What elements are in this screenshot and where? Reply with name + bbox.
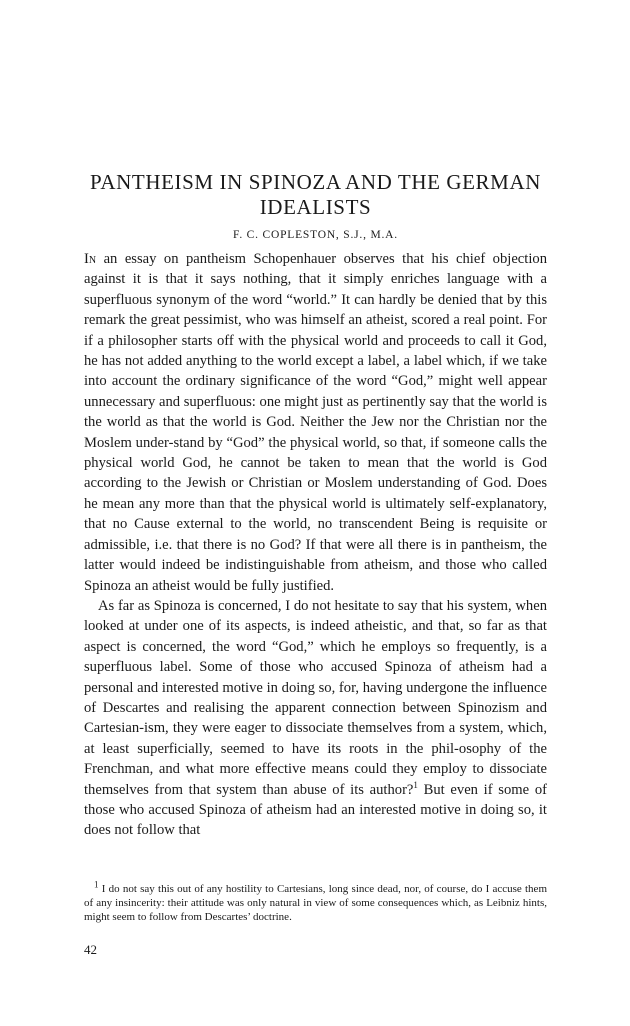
- footnote-number: 1: [94, 879, 99, 890]
- footnote-marker: 1: [413, 779, 418, 790]
- paragraph-2-text-a: As far as Spinoza is concerned, I do not hesitate to say that his system, when looked at under one of its aspects, is indeed atheistic, and that, so far as that aspect is concerned, the word “God,” which he employs so frequently, is a superfluous label. Some of those who accused Spinoza of atheism had a personal and interested motive in doing so, for, having undergone the influence of Descartes and realising the apparent connection between Spinozism and Cartesian-ism, they were eager to dissociate themselves from a system, which, at least superficially, seemed to have its roots in the phil-osophy of the Frenchman, and what more effective means could they employ to dissociate themselves from that system than abuse of its author?: [84, 597, 547, 798]
- page-number: 42: [84, 942, 97, 957]
- paragraph-1: [84, 249, 547, 596]
- footnote: [84, 879, 547, 925]
- footnote-text: I do not say this out of any hostility to Cartesians, long since dead, nor, of course, do I accuse them of any insincerity: their attitude was only natural in view of some consequences which, as Leibniz hints, might seem to follow from Descartes’ doctrine.: [84, 883, 547, 924]
- paragraph-2-text-b: But even if some of those who accused Spinoza of atheism had an interested motive in doing so, it does not follow that: [84, 781, 547, 839]
- article-author: F. C. COPLESTON, S.J., M.A.: [233, 229, 398, 241]
- article-body: [84, 249, 547, 841]
- drop-word: In: [84, 251, 97, 267]
- article-title: PANTHEISM IN SPINOZA AND THE GERMAN IDEALISTS: [90, 170, 541, 219]
- paragraph-1-text: an essay on pantheism Schopenhauer observes that his chief objection against it is that it says nothing, that it simply enriches language with a superfluous synonym of the word “world.” It can hardly be denied that by this remark the great pessimist, who was himself an atheist, scored a real point. For if a philosopher starts off with the physical world and proceeds to call it God, he has not added anything to the world except a label, a label which, if we take into account the ordinary significance of the word “God,” might well appear unnecessary and superfluous: one might just as pertinently say that the world is the world as that the world is God. Neither the Jew nor the Christian nor the Moslem under-stand by “God” the physical world, so that, if someone calls the physical world God, he cannot be taken to mean that the world is God according to the Jewish or Christian or Moslem understanding of God. Does he mean any more than that the physical world is ultimately self-explanatory, that no Cause external to the world, no transcendent Being is requisite or admissible, i.e. that there is no God? If that were all there is in pantheism, the latter would indeed be indistinguishable from atheism, and those who called Spinoza an atheist would be fully justified.: [84, 251, 547, 594]
- paragraph-2: [84, 596, 547, 841]
